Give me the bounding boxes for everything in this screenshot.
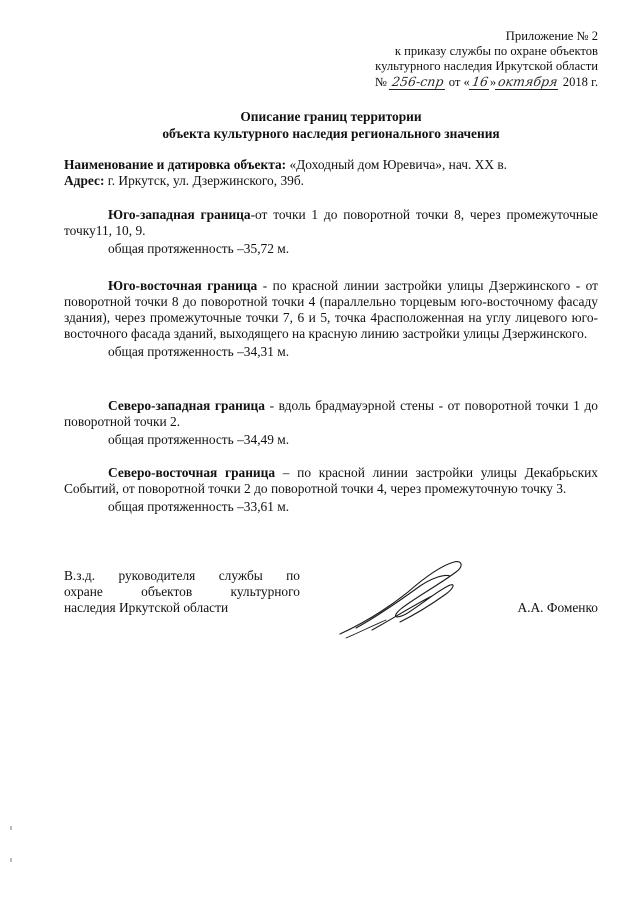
boundary-northeast xyxy=(64,465,598,515)
boundary-name: Юго-западная граница xyxy=(108,207,251,222)
object-name-row xyxy=(64,157,598,173)
attachment-order-line xyxy=(375,74,598,90)
boundary-length: общая протяженность –33,61 м. xyxy=(108,499,290,514)
position-line-1: В.з.д. руководителя службы по xyxy=(64,568,300,583)
boundary-text: – по красной линии застройки улицы Декабрьских Событий, от поворотной точки 2 до поворотной точки 4, через промежуточную точку 3. xyxy=(64,465,598,496)
order-month-handwritten: октября xyxy=(495,74,561,90)
title-line-1: Описание границ территории xyxy=(240,109,422,124)
attachment-header xyxy=(375,29,598,90)
boundary-northwest xyxy=(64,398,598,448)
boundary-southwest xyxy=(64,207,598,257)
object-address-row xyxy=(64,173,598,189)
scan-edge-mark xyxy=(10,826,12,830)
attachment-authority: культурного наследия Иркутской области xyxy=(375,59,598,73)
signatory-position xyxy=(64,568,300,616)
order-day-close: » xyxy=(489,75,497,89)
boundary-description xyxy=(64,278,598,342)
boundary-description xyxy=(64,207,598,239)
position-line-2: охране объектов культурного xyxy=(64,584,300,599)
order-number-prefix: № xyxy=(374,75,387,89)
order-day-handwritten: 16 xyxy=(469,74,491,90)
order-date-from: от « xyxy=(448,75,470,89)
boundary-name: Юго-восточная граница xyxy=(108,278,258,293)
object-name-label: Наименование и датировка объекта: xyxy=(64,157,287,172)
attachment-order-ref: к приказу службы по охране объектов xyxy=(394,44,598,58)
attachment-title: Приложение № 2 xyxy=(505,29,598,43)
object-address-label: Адрес: xyxy=(64,173,105,188)
boundary-length: общая протяженность –34,49 м. xyxy=(108,432,290,447)
boundary-length: общая протяженность –35,72 м. xyxy=(108,241,290,256)
boundary-text: - вдоль брадмауэрной стены - от поворотной точки 1 до поворотной точки 2. xyxy=(64,398,598,429)
signatory-name: А.А. Фоменко xyxy=(517,600,598,615)
handwritten-signature xyxy=(336,556,476,646)
object-name-value: «Доходный дом Юревича», нач. XX в. xyxy=(286,157,508,172)
order-number-handwritten: 256-спр xyxy=(389,74,447,90)
boundary-description xyxy=(64,398,598,430)
boundary-description xyxy=(64,465,598,497)
boundary-southeast xyxy=(64,278,598,360)
boundary-name: Северо-восточная граница xyxy=(108,465,276,480)
boundary-name: Северо-западная граница xyxy=(108,398,265,413)
position-line-3: наследия Иркутской области xyxy=(64,600,229,615)
scan-edge-mark xyxy=(10,858,12,862)
object-address-value: г. Иркутск, ул. Дзержинского, 39б. xyxy=(104,173,304,188)
order-year: 2018 г. xyxy=(562,75,598,89)
boundary-text: - по красной линии застройки улицы Дзержинского - от поворотной точки 8 до поворотной точки 4 (параллельно торцевым юго-восточному фасаду здания), через промежуточные точки 7, 6 и 5, точка 4расположенная на углу лицевого юго-восточного фасада зданий, выходящего на красную линию застройки улицы Дзержинского. xyxy=(64,278,598,341)
boundary-text: -от точки 1 до поворотной точки 8, через промежуточные точку11, 10, 9. xyxy=(64,207,598,238)
title-line-2: объекта культурного наследия регионального значения xyxy=(162,126,500,141)
boundary-length: общая протяженность –34,31 м. xyxy=(108,344,290,359)
document-title xyxy=(64,108,598,142)
object-info xyxy=(64,157,598,189)
